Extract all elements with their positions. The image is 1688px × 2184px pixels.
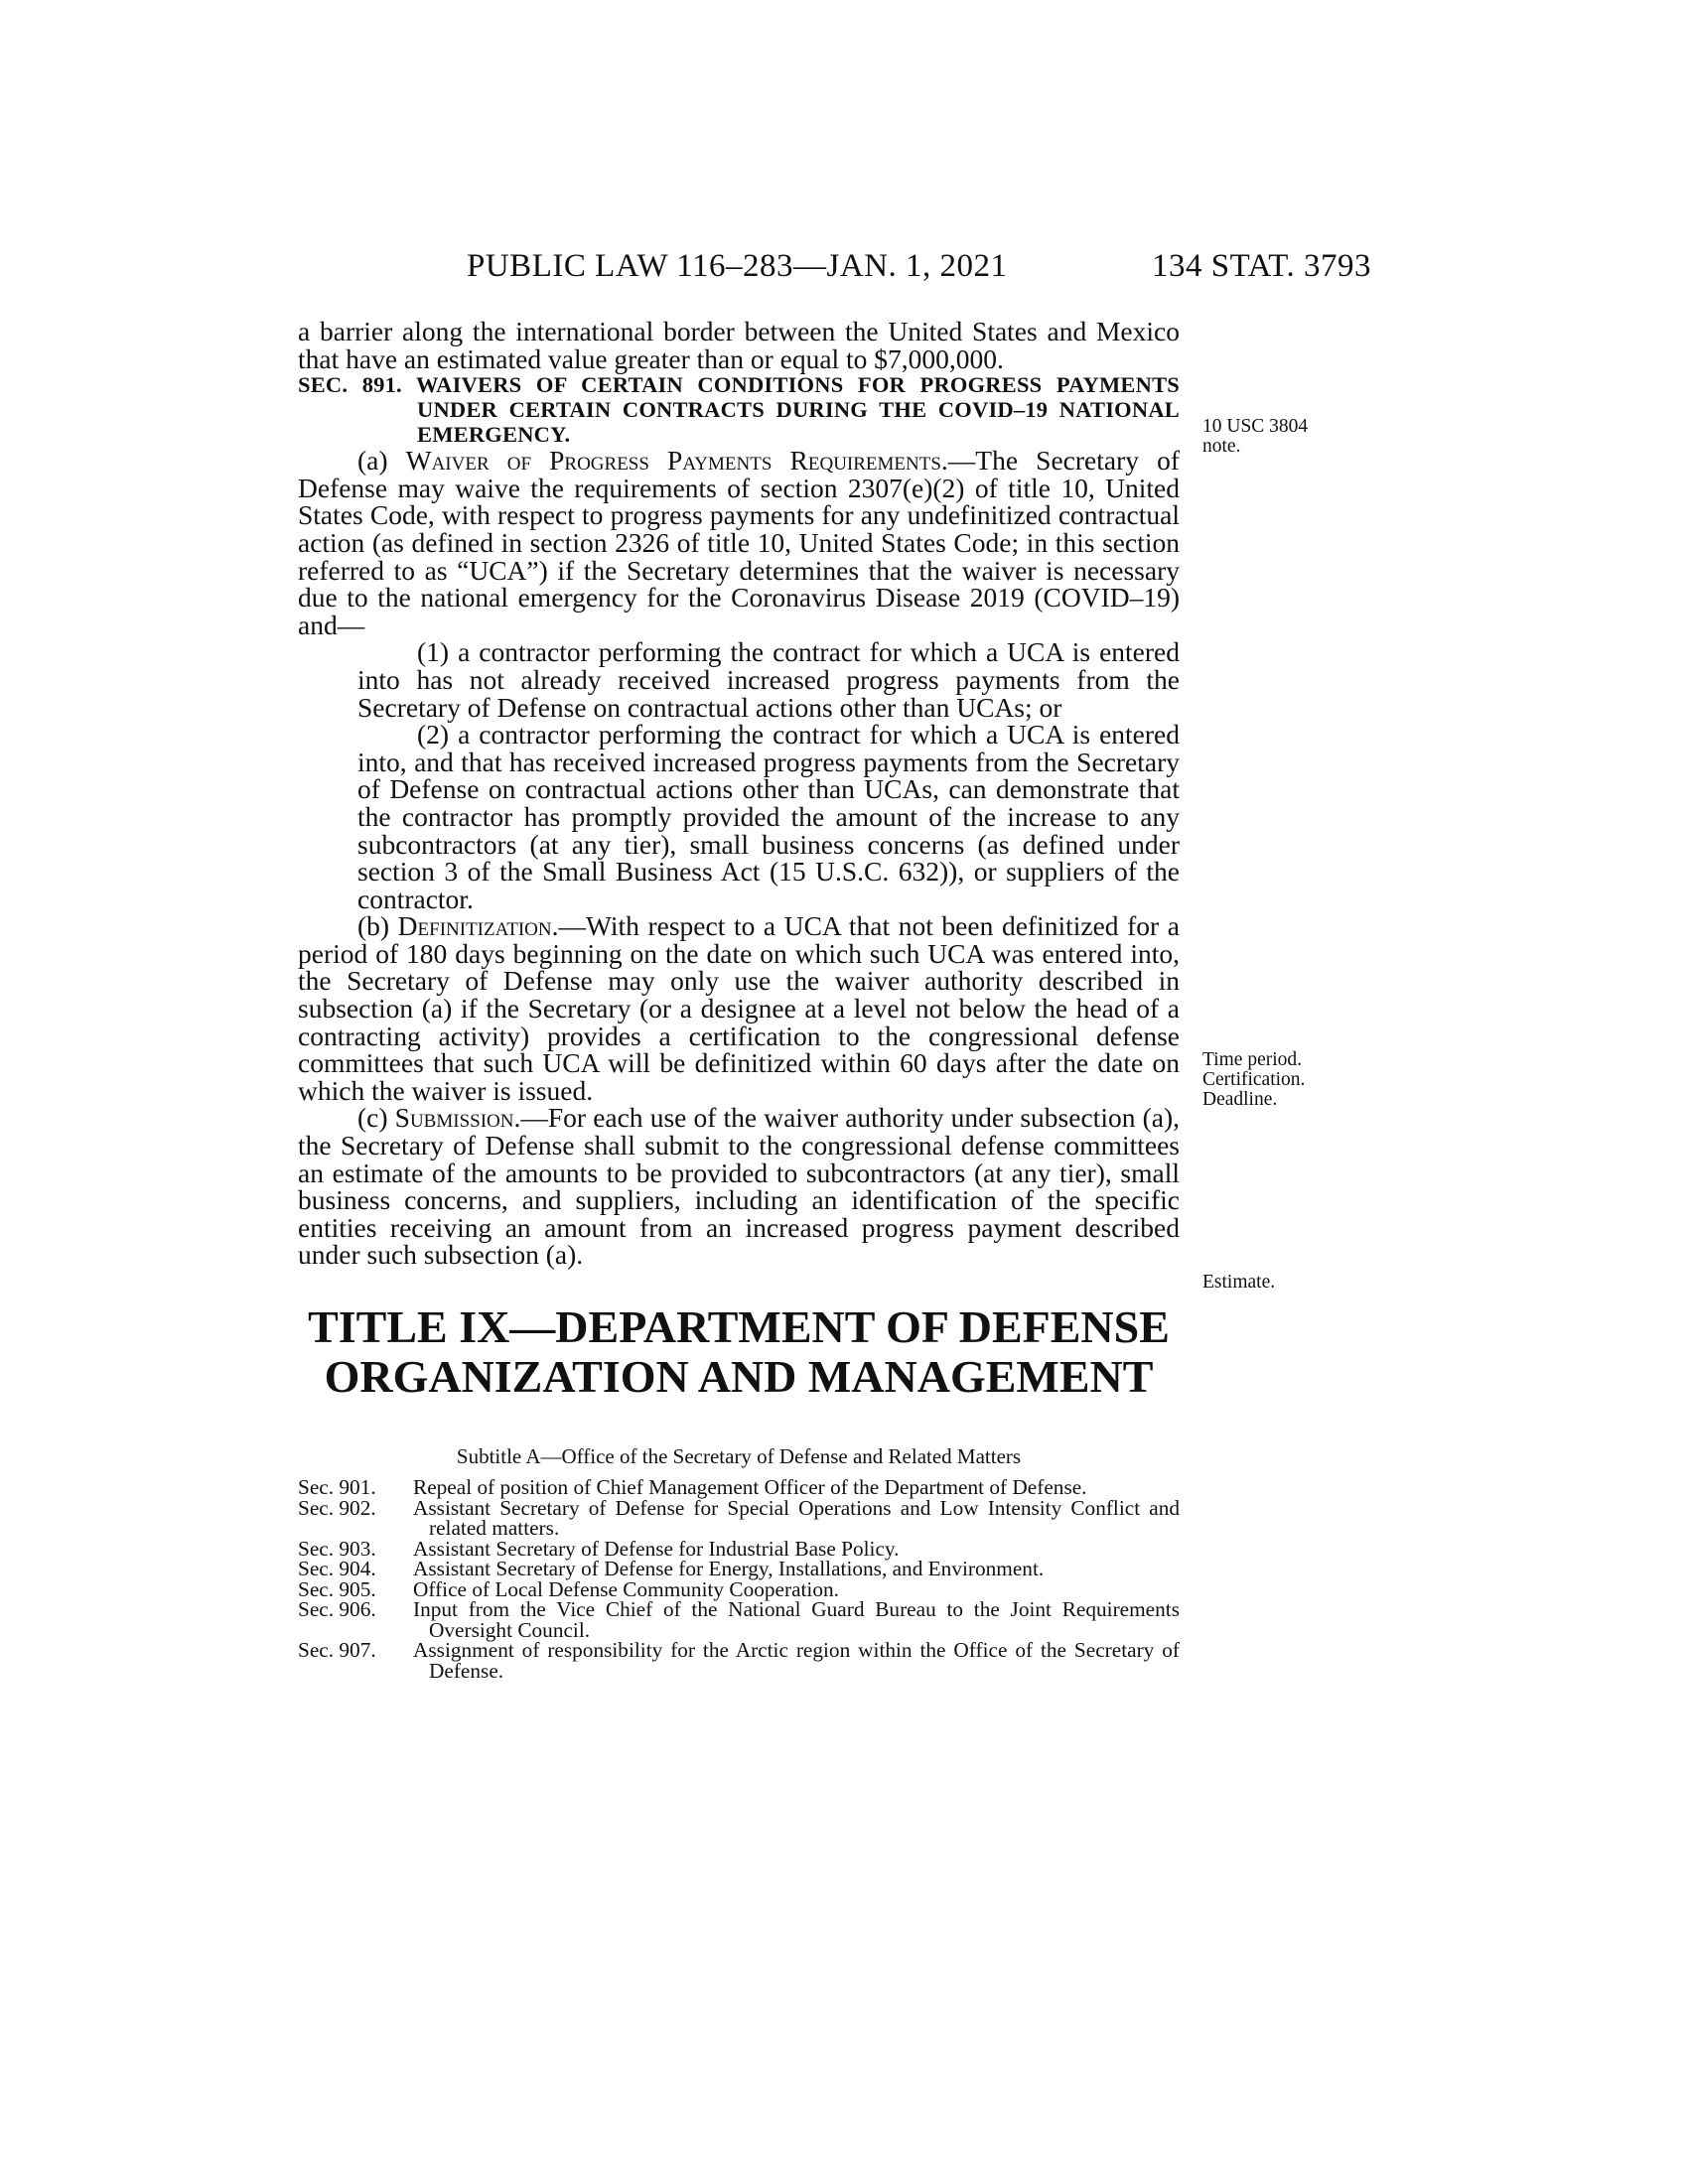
toc-entry xyxy=(298,1495,1180,1540)
toc-entry-number: Sec. 903. xyxy=(298,1536,376,1561)
toc-entry xyxy=(298,1576,1180,1601)
title-heading xyxy=(298,1302,1180,1402)
running-header: PUBLIC LAW 116–283—JAN. 1, 2021 xyxy=(467,248,1008,284)
margin-note-line: Deadline. xyxy=(1202,1089,1278,1110)
toc-entry-text: Assistant Secretary of Defense for Energy, Installations, and Environment. xyxy=(413,1557,1045,1580)
document-body xyxy=(298,318,1180,1681)
toc-entry-text: Input from the Vice Chief of the National Guard Bureau to the Joint Requirements Oversight Council. xyxy=(413,1597,1180,1642)
list-item-2: (2) a contractor performing the contract for which a UCA is entered into, and that has received increased progress payments from the Secretary of Defense on contractual actions other than UCAs, can demonstrate that the contractor has promptly provided the amount of the increase to any subcontractors (at any tier), small business concerns (as defined under section 3 of the Small Business Act (15 U.S.C. 632)), or suppliers of the contractor. xyxy=(357,719,1180,914)
subsection-b-label: (b) xyxy=(357,910,398,942)
toc-entry-number: Sec. 904. xyxy=(298,1557,376,1580)
subsection-c-label: (c) xyxy=(357,1102,395,1134)
subsection-c xyxy=(298,1104,1180,1269)
margin-note-line: 10 USC 3804 xyxy=(1202,416,1309,437)
toc-entry-number: Sec. 905. xyxy=(298,1576,376,1601)
toc-entry-number: Sec. 906. xyxy=(298,1597,376,1621)
list-item-1: (1) a contractor performing the contract for which a UCA is entered into has not already received increased progress payments from the Secretary of Defense on contractual actions other than UCAs; or xyxy=(357,636,1180,723)
title-line-1: TITLE IX—DEPARTMENT OF DEFENSE xyxy=(308,1301,1170,1352)
toc-entry xyxy=(298,1559,1180,1579)
margin-note-subsection-c xyxy=(1202,1273,1341,1293)
toc-entry xyxy=(298,1599,1180,1640)
margin-note-subsection-b xyxy=(1202,1050,1341,1110)
margin-note-line: Time period. xyxy=(1202,1049,1303,1070)
subsection-c-heading: Submission xyxy=(394,1102,514,1134)
subsection-a xyxy=(298,447,1180,638)
toc-entry xyxy=(298,1536,1180,1561)
toc-entry xyxy=(298,1477,1180,1498)
margin-note-line: Estimate. xyxy=(1202,1272,1276,1293)
margin-note-line: note. xyxy=(1202,436,1241,457)
toc-entry-text: Repeal of position of Chief Management Officer of the Department of Defense. xyxy=(413,1475,1087,1499)
toc-entry xyxy=(298,1640,1180,1681)
intro-paragraph: a barrier along the international border between the United States and Mexico that have an estimated value greater than or equal to $7,000,000. xyxy=(298,316,1180,374)
toc-entry-text: Assignment of responsibility for the Arctic region within the Office of the Secretary of Defense. xyxy=(413,1638,1180,1683)
toc-entry-number: Sec. 907. xyxy=(298,1638,376,1662)
subsection-b-heading: Definitization xyxy=(397,910,552,942)
toc-entry-text: Office of Local Defense Community Cooperation. xyxy=(413,1576,839,1601)
subsection-a-heading: Waiver of Progress Payments Requirements xyxy=(405,445,941,477)
stat-page-number: 134 STAT. 3793 xyxy=(1152,248,1372,284)
toc-entry-text: Assistant Secretary of Defense for Industrial Base Policy. xyxy=(413,1536,900,1561)
subsection-c-body: .—For each use of the waiver authority under subsection (a), the Secretary of Defense shall submit to the congressional defense committees an estimate of the amounts to be provided to subcontractors (at any tier), small business concerns, and suppliers, including an identification of the specific entities receiving an amount from an increased progress payment described under such subsection (a). xyxy=(298,1102,1180,1271)
toc-entry-number: Sec. 902. xyxy=(298,1495,376,1520)
subtitle-heading: Subtitle A—Office of the Secretary of Defense and Related Matters xyxy=(456,1444,1022,1468)
toc-entry-text: Assistant Secretary of Defense for Special Operations and Low Intensity Conflict and related matters. xyxy=(413,1495,1180,1540)
title-line-2: ORGANIZATION AND MANAGEMENT xyxy=(324,1351,1154,1402)
margin-note-sec891 xyxy=(1202,417,1341,457)
table-of-contents xyxy=(298,1477,1180,1681)
subsection-a-body: .—The Secretary of Defense may waive the requirements of section 2307(e)(2) of title 10, United States Code, with respect to progress payments for any undefinitized contractual action (as defined in section 2326 of title 10, United States Code; in this section referred to as “UCA”) if the Secretary determines that the waiver is necessary due to the national emergency for the Coronavirus Disease 2019 (COVID–19) and— xyxy=(298,445,1180,640)
margin-note-line: Certification. xyxy=(1202,1069,1306,1090)
subsection-b-body: .—With respect to a UCA that not been definitized for a period of 180 days beginning on the date on which such UCA was entered into, the Secretary of Defense may only use the waiver authority described in subsection (a) if the Secretary (or a designee at a level not below the head of a contracting activity) provides a certification to the congressional defense committees that such UCA will be definitized within 60 days after the date on which the waiver is issued. xyxy=(298,910,1180,1106)
subsection-a-label: (a) xyxy=(357,445,406,477)
toc-entry-number: Sec. 901. xyxy=(298,1475,376,1499)
subsection-b xyxy=(298,912,1180,1104)
section-heading: SEC. 891. WAIVERS OF CERTAIN CONDITIONS FOR PROGRESS PAYMENTS UNDER CERTAIN CONTRACTS DURING THE COVID–19 NATIONAL EMERGENCY. xyxy=(298,372,1180,448)
